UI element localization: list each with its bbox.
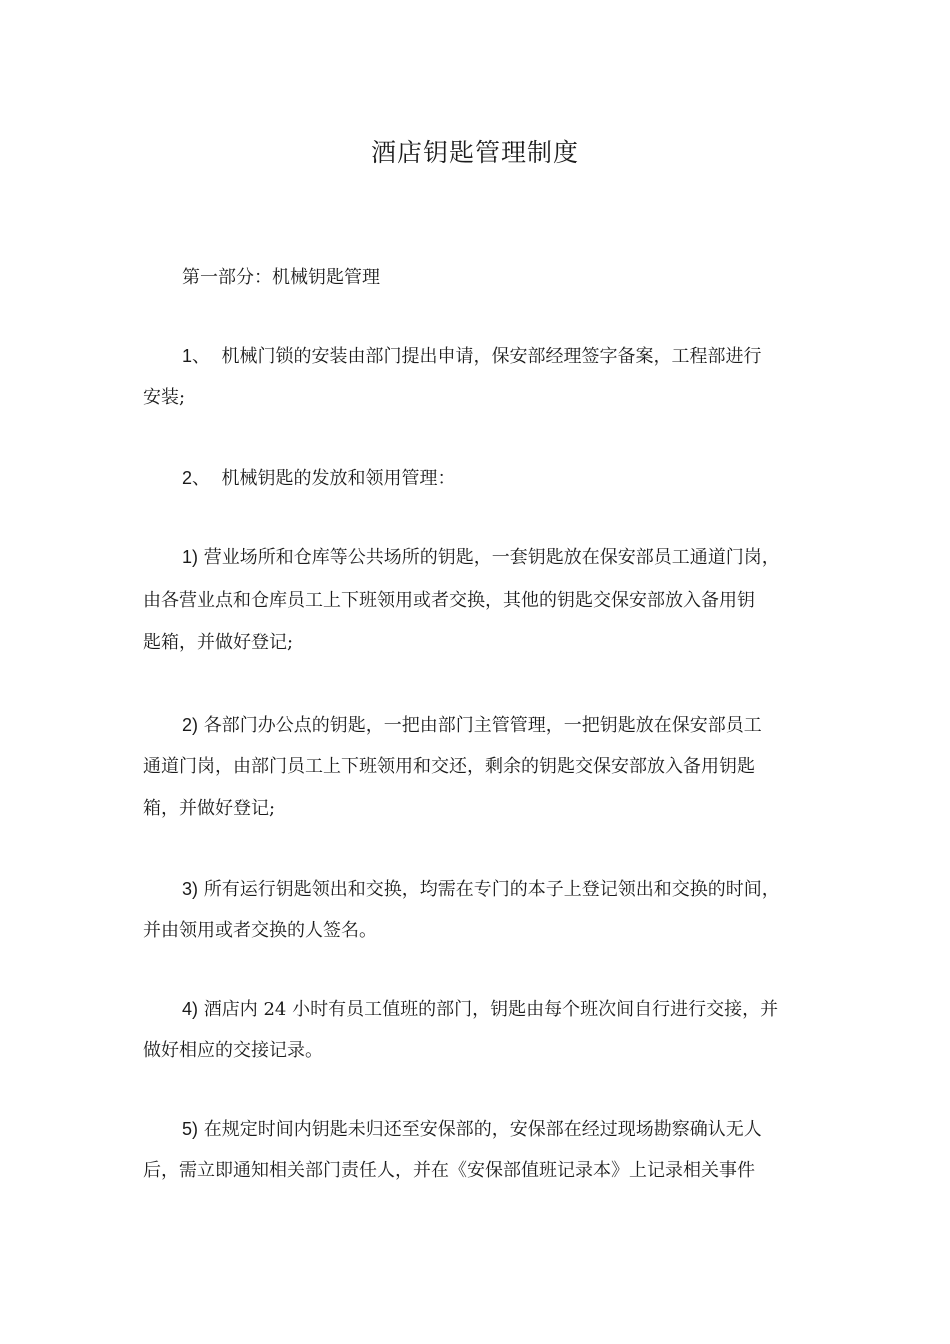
subitem-5-number: 5) bbox=[182, 1119, 199, 1139]
item-2-number: 2、 bbox=[182, 468, 211, 488]
item-2-line-1 bbox=[182, 466, 455, 491]
subitem-2-line-1 bbox=[182, 713, 762, 738]
item-1-text-1: 机械门锁的安装由部门提出申请，保安部经理签字备案，工程部进行 bbox=[221, 346, 762, 367]
subitem-3-number: 3) bbox=[182, 879, 199, 899]
subitem-4-line-2: 做好相应的交接记录。 bbox=[143, 1040, 323, 1061]
subitem-2-text-1: 各部门办公点的钥匙，一把由部门主管管理，一把钥匙放在保安部员工 bbox=[203, 715, 762, 736]
subitem-2-line-2: 通道门岗，由部门员工上下班领用和交还，剩余的钥匙交保安部放入备用钥匙 bbox=[143, 756, 755, 777]
subitem-1-number: 1) bbox=[182, 547, 199, 567]
subitem-1-text-1: 营业场所和仓库等公共场所的钥匙，一套钥匙放在保安部员工通道门岗， bbox=[203, 547, 780, 568]
item-1-line-1 bbox=[182, 344, 761, 369]
item-1-number: 1、 bbox=[182, 346, 211, 366]
subitem-1-line-2: 由各营业点和仓库员工上下班领用或者交换，其他的钥匙交保安部放入备用钥 bbox=[143, 590, 755, 611]
subitem-2-number: 2) bbox=[182, 715, 199, 735]
subitem-4-number: 4) bbox=[182, 999, 199, 1019]
subitem-5-text-1: 在规定时间内钥匙未归还至安保部的，安保部在经过现场勘察确认无人 bbox=[203, 1119, 762, 1140]
subitem-4-line-1 bbox=[182, 997, 778, 1022]
item-1-line-2: 安装; bbox=[143, 387, 186, 408]
subitem-5-line-2: 后，需立即通知相关部门责任人，并在《安保部值班记录本》上记录相关事件 bbox=[143, 1160, 755, 1181]
subitem-5-line-1 bbox=[182, 1117, 762, 1142]
section-heading: 第一部分：机械钥匙管理 bbox=[182, 267, 380, 288]
subitem-3-line-2: 并由领用或者交换的人签名。 bbox=[143, 920, 377, 941]
subitem-1-line-1 bbox=[182, 545, 780, 570]
item-2-text-1: 机械钥匙的发放和领用管理： bbox=[221, 468, 456, 489]
subitem-3-text-1: 所有运行钥匙领出和交换，均需在专门的本子上登记领出和交换的时间， bbox=[203, 879, 780, 900]
document-title: 酒店钥匙管理制度 bbox=[370, 138, 579, 167]
subitem-4-text-1: 酒店内 24 小时有员工值班的部门，钥匙由每个班次间自行进行交接，并 bbox=[203, 999, 779, 1020]
subitem-3-line-1 bbox=[182, 877, 780, 902]
subitem-1-line-3: 匙箱，并做好登记; bbox=[143, 632, 294, 653]
subitem-2-line-3: 箱，并做好登记; bbox=[143, 798, 276, 819]
